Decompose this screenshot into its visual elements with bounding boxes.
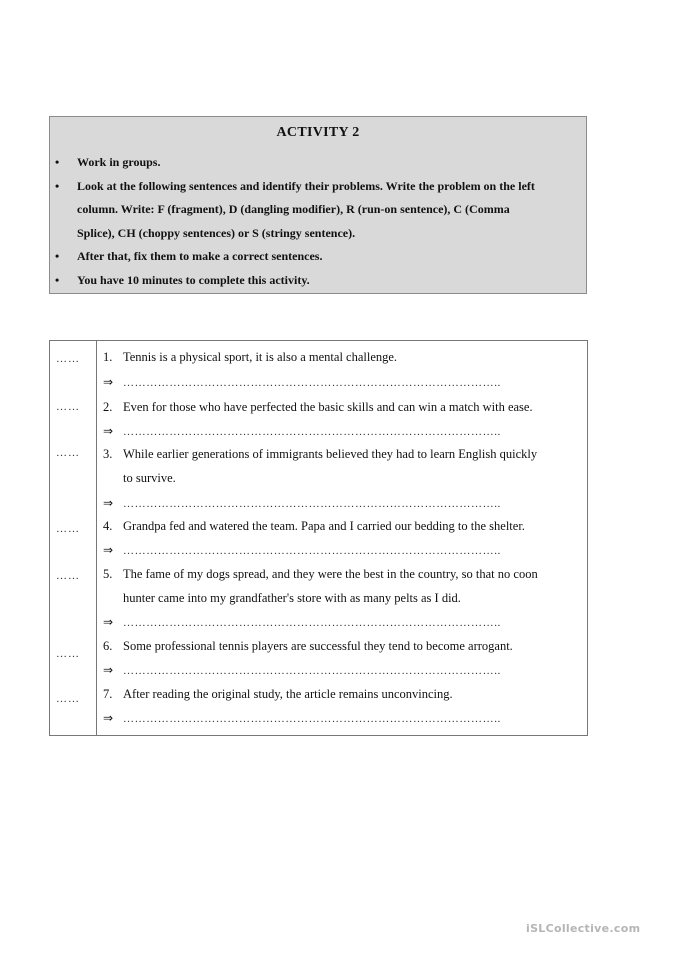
watermark-logo: iSLCollective.com [526,922,641,935]
correction-blank[interactable]: …………………………………………………………………………………….. [123,713,501,725]
sentence-text: While earlier generations of immigrants believed they had to learn English quickly [123,447,538,461]
item-number: 1. [103,350,113,364]
instructions-list [50,151,550,292]
answer-blank[interactable]: …… [56,523,80,535]
sentence-line [103,638,583,654]
sentence-line [103,399,583,415]
sentence-line [103,518,583,534]
correction-line[interactable] [103,662,583,679]
sentence-text: hunter came into my grandfather's store with as many pelts as I did. [123,591,461,605]
answer-blank[interactable]: …… [56,648,80,660]
instruction-text: After that, fix them to make a correct sentences. [77,249,323,263]
activity-instructions-box [49,116,587,294]
sentence-line [103,566,583,582]
answer-blank[interactable]: …… [56,693,80,705]
sentence-text: Grandpa fed and watered the team. Papa and I carried our bedding to the shelter. [123,519,525,533]
correction-blank[interactable]: …………………………………………………………………………………….. [123,617,501,629]
correction-line[interactable] [103,542,583,559]
correction-blank[interactable]: …………………………………………………………………………………….. [123,498,501,510]
sentence-line [103,686,583,702]
arrow-icon: ⇒ [103,543,114,557]
activity-title: ACTIVITY 2 [276,125,360,140]
item-number: 2. [103,400,113,414]
correction-line[interactable] [103,710,583,727]
item-number: 4. [103,519,113,533]
arrow-icon: ⇒ [103,711,114,725]
correction-blank[interactable]: …………………………………………………………………………………….. [123,377,501,389]
instruction-item [50,245,550,269]
sentence-line [103,349,583,365]
sentence-line-continued [103,470,583,486]
item-number: 7. [103,687,113,701]
instruction-item [50,175,550,246]
arrow-icon: ⇒ [103,496,114,510]
instruction-item [50,269,550,293]
sentence-text: Some professional tennis players are successful they tend to become arrogant. [123,639,513,653]
instruction-item [50,151,550,175]
correction-line[interactable] [103,423,583,440]
bullet-icon: • [55,272,60,287]
instruction-text: Work in groups. [77,155,161,169]
correction-line[interactable] [103,495,583,512]
instruction-text: Look at the following sentences and identify their problems. Write the problem on the left column. Write: F (fragment), D (dangling modifier), R (run-on sentence), C (Comma Splice), CH (choppy sentences) or S (stringy sentence). [77,178,535,240]
arrow-icon: ⇒ [103,615,114,629]
correction-blank[interactable]: …………………………………………………………………………………….. [123,426,501,438]
correction-line[interactable] [103,374,583,391]
answer-blank[interactable]: …… [56,447,80,459]
arrow-icon: ⇒ [103,424,114,438]
arrow-icon: ⇒ [103,375,114,389]
answer-blank[interactable]: …… [56,401,80,413]
sentence-text: After reading the original study, the article remains unconvincing. [123,687,453,701]
exercise-table [49,340,588,736]
bullet-icon: • [55,178,60,193]
item-number: 5. [103,567,113,581]
correction-blank[interactable]: …………………………………………………………………………………….. [123,665,501,677]
item-number: 6. [103,639,113,653]
arrow-icon: ⇒ [103,663,114,677]
sentence-text: The fame of my dogs spread, and they were the best in the country, so that no coon [123,567,538,581]
sentence-text: Even for those who have perfected the basic skills and can win a match with ease. [123,400,533,414]
column-divider [96,341,97,735]
correction-blank[interactable]: …………………………………………………………………………………….. [123,545,501,557]
answer-blank[interactable]: …… [56,570,80,582]
sentence-text: to survive. [123,471,176,485]
correction-line[interactable] [103,614,583,631]
instruction-text: You have 10 minutes to complete this activity. [77,272,310,287]
item-number: 3. [103,447,113,461]
sentence-text: Tennis is a physical sport, it is also a mental challenge. [123,350,398,364]
bullet-icon: • [55,155,60,169]
answer-blank[interactable]: …… [56,353,80,365]
bullet-icon: • [55,249,60,263]
sentence-line [103,446,583,462]
sentence-line-continued [103,590,583,606]
